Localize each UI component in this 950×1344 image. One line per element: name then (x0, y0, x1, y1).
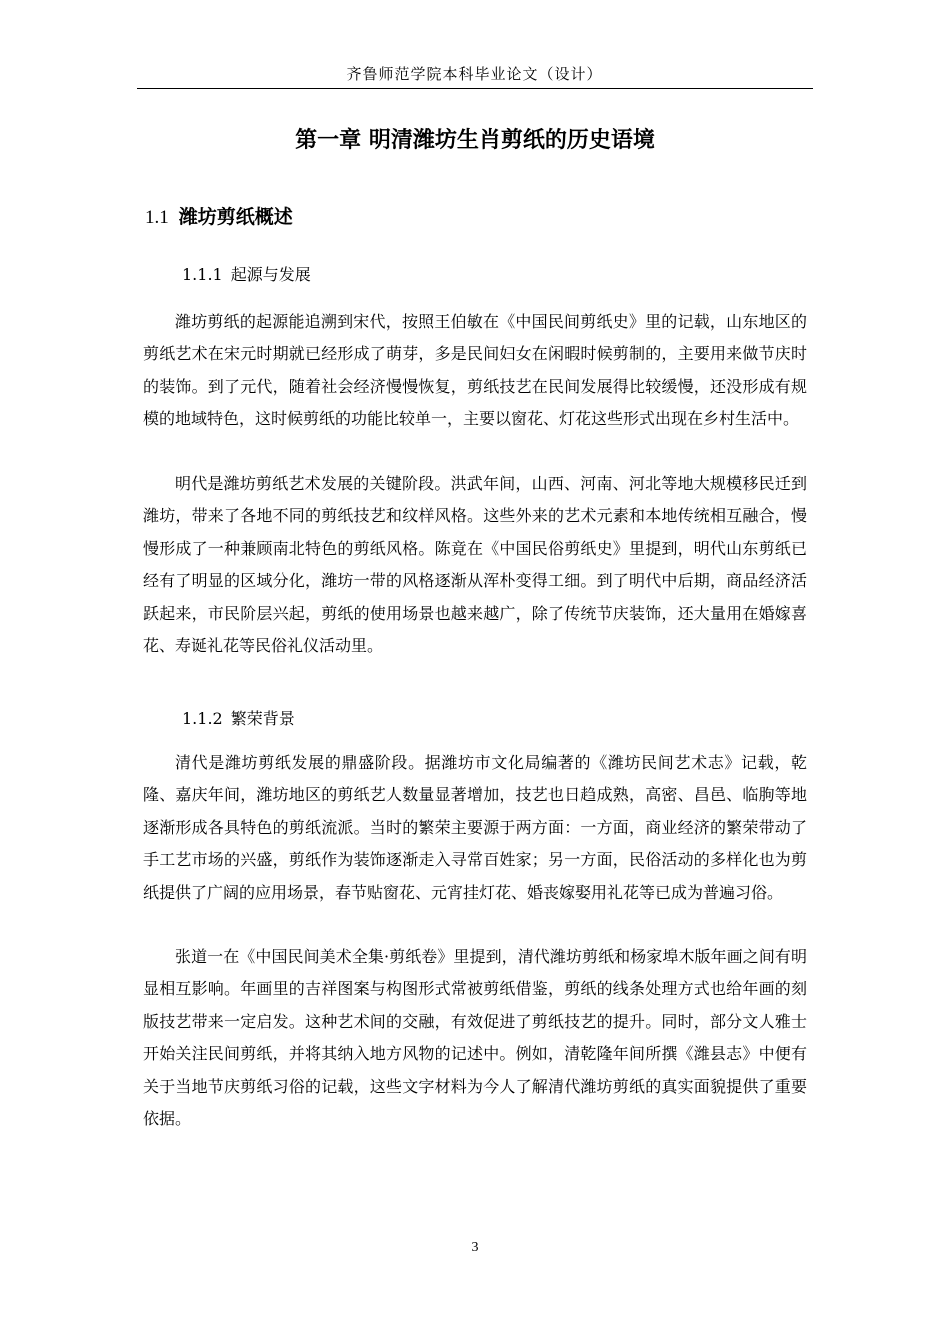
page-number: 3 (471, 1240, 479, 1255)
running-header: 齐鲁师范学院本科毕业论文（设计） (346, 65, 603, 83)
section-heading (145, 200, 293, 235)
paragraph: 潍坊剪纸的起源能追溯到宋代，按照王伯敏在《中国民间剪纸史》里的记载，山东地区的剪纸艺术在宋元时期就已经形成了萌芽，多是民间妇女在闲暇时候剪制的，主要用来做节庆时的装饰。到了元代，随着社会经济慢慢恢复，剪纸技艺在民间发展得比较缓慢，还没形成有规模的地域特色，这时候剪纸的功能比较单一，主要以窗花、灯花这些形式出现在乡村生活中。 (143, 312, 807, 429)
section-title: 潍坊剪纸概述 (178, 206, 293, 228)
chapter-title: 第一章 明清潍坊生肖剪纸的历史语境 (295, 128, 655, 153)
subsection-heading-1 (182, 260, 311, 290)
paragraph: 明代是潍坊剪纸艺术发展的关键阶段。洪武年间，山西、河南、河北等地大规模移民迁到潍坊，带来了各地不同的剪纸技艺和纹样风格。这些外来的艺术元素和本地传统相互融合，慢慢形成了一种兼顾南北特色的剪纸风格。陈竟在《中国民俗剪纸史》里提到，明代山东剪纸已经有了明显的区域分化，潍坊一带的风格逐渐从浑朴变得工细。到了明代中后期，商品经济活跃起来，市民阶层兴起，剪纸的使用场景也越来越广，除了传统节庆装饰，还大量用在婚嫁喜花、寿诞礼花等民俗礼仪活动里。 (143, 474, 807, 656)
paragraph: 清代是潍坊剪纸发展的鼎盛阶段。据潍坊市文化局编著的《潍坊民间艺术志》记载，乾隆、嘉庆年间，潍坊地区的剪纸艺人数量显著增加，技艺也日趋成熟，高密、昌邑、临朐等地逐渐形成各具特色的剪纸流派。当时的繁荣主要源于两方面：一方面，商业经济的繁荣带动了手工艺市场的兴盛，剪纸作为装饰逐渐走入寻常百姓家；另一方面，民俗活动的多样化也为剪纸提供了广阔的应用场景，春节贴窗花、元宵挂灯花、婚丧嫁娶用礼花等已成为普遍习俗。 (143, 753, 807, 902)
subsection-title: 繁荣背景 (230, 709, 295, 728)
section-number: 1.1 (145, 207, 169, 228)
header-rule (137, 88, 813, 89)
subsection-heading-2 (182, 704, 295, 734)
subsection-title: 起源与发展 (230, 265, 311, 284)
subsection-number: 1.1.2 (182, 709, 223, 728)
subsection-number: 1.1.1 (182, 265, 223, 284)
paragraph: 张道一在《中国民间美术全集·剪纸卷》里提到，清代潍坊剪纸和杨家埠木版年画之间有明显相互影响。年画里的吉祥图案与构图形式常被剪纸借鉴，剪纸的线条处理方式也给年画的刻版技艺带来一定启发。这种艺术间的交融，有效促进了剪纸技艺的提升。同时，部分文人雅士开始关注民间剪纸，并将其纳入地方风物的记述中。例如，清乾隆年间所撰《潍县志》中便有关于当地节庆剪纸习俗的记载，这些文字材料为今人了解清代潍坊剪纸的真实面貌提供了重要依据。 (143, 947, 807, 1129)
